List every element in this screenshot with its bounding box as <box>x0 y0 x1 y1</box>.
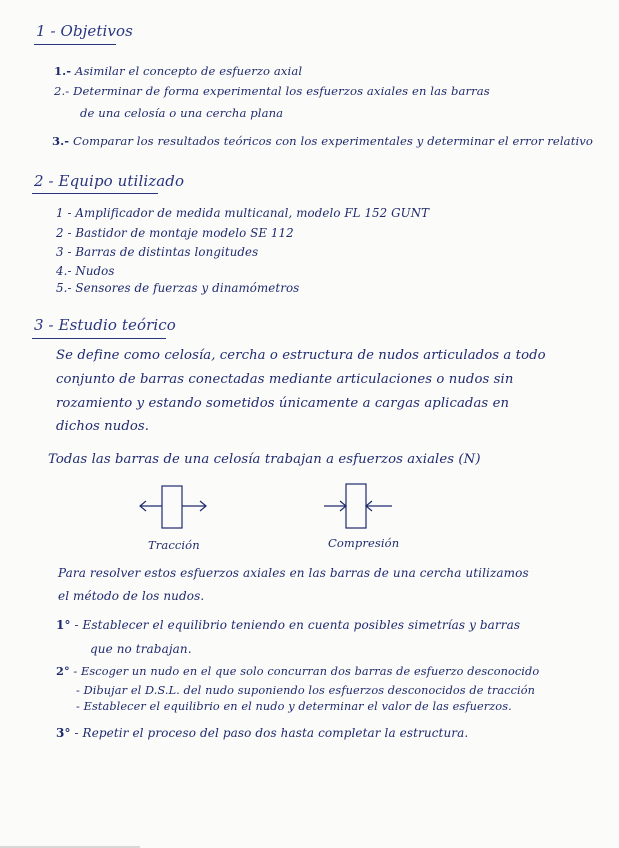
equipment-item-4: 4.- Nudos <box>56 264 115 278</box>
equipment-item-5: 5.- Sensores de fuerzas y dinamómetros <box>56 281 300 295</box>
step-2-line-1: - Escoger un nudo en el que solo concurran dos barras de esfuerzo desconocido <box>73 665 540 678</box>
section-1-underline <box>34 44 116 45</box>
definition-line-3: rozamiento y estando sometidos únicamente a cargas aplicadas en <box>56 396 510 411</box>
section-2-underline <box>32 193 158 194</box>
definition-line-1: Se define como celosía, cercha o estructura de nudos articulados a todo <box>56 348 546 363</box>
definition-line-4: dichos nudos. <box>56 419 150 434</box>
section-2-heading: 2 - Equipo utilizado <box>34 172 185 190</box>
compression-diagram <box>324 484 392 528</box>
objective-1-text: Asimilar el concepto de esfuerzo axial <box>75 64 303 78</box>
step-2-line-3: - Establecer el equilibrio en el nudo y determinar el valor de las esfuerzos. <box>76 700 512 713</box>
definition-line-2: conjunto de barras conectadas mediante articulaciones o nudos sin <box>56 372 514 387</box>
step-3-num: 3° <box>56 726 71 740</box>
objective-3-text: Comparar los resultados teóricos con los experimentales y determinar el error relativo <box>73 134 593 148</box>
compression-bar <box>346 484 366 528</box>
step-1-line-1: - Establecer el equilibrio teniendo en cuenta posibles simetrías y barras <box>74 618 521 632</box>
section-1-heading: 1 - Objetivos <box>36 22 133 40</box>
axial-statement: Todas las barras de una celosía trabajan a esfuerzos axiales (N) <box>48 452 481 467</box>
equipment-item-3: 3 - Barras de distintas longitudes <box>56 245 259 259</box>
tension-diagram <box>140 486 206 528</box>
tension-bar <box>162 486 182 528</box>
objective-2 <box>54 84 490 98</box>
objective-1 <box>54 64 302 78</box>
step-2-line-2: - Dibujar el D.S.L. del nudo suponiendo los esfuerzos desconocidos de tracción <box>76 684 536 697</box>
section-3-heading: 3 - Estudio teórico <box>34 316 176 334</box>
objective-2-num: 2.- <box>54 84 70 98</box>
step-3 <box>56 726 468 740</box>
objective-3-num: 3.- <box>52 134 70 148</box>
step-3-line-1: - Repetir el proceso del paso dos hasta completar la estructura. <box>74 726 469 740</box>
tension-caption: Tracción <box>148 538 200 552</box>
method-line-1: Para resolver estos esfuerzos axiales en las barras de una cercha utilizamos <box>58 566 529 580</box>
step-2-num: 2° <box>56 664 70 678</box>
axial-force-figure <box>130 478 410 538</box>
objective-3 <box>52 134 593 148</box>
equipment-item-2: 2 - Bastidor de montaje modelo SE 112 <box>56 226 294 240</box>
section-3-underline <box>32 338 166 339</box>
method-line-2: el método de los nudos. <box>58 589 205 603</box>
compression-caption: Compresión <box>328 536 400 550</box>
step-1-line-2: que no trabajan. <box>90 642 192 656</box>
step-2 <box>56 664 539 678</box>
objective-1-num: 1.- <box>54 64 72 78</box>
equipment-item-1: 1 - Amplificador de medida multicanal, modelo FL 152 GUNT <box>56 206 430 220</box>
step-1-num: 1° <box>56 618 71 632</box>
step-1 <box>56 618 520 632</box>
objective-2-text: Determinar de forma experimental los esfuerzos axiales en las barras <box>73 84 490 98</box>
objective-2-cont: de una celosía o una cercha plana <box>80 106 284 120</box>
